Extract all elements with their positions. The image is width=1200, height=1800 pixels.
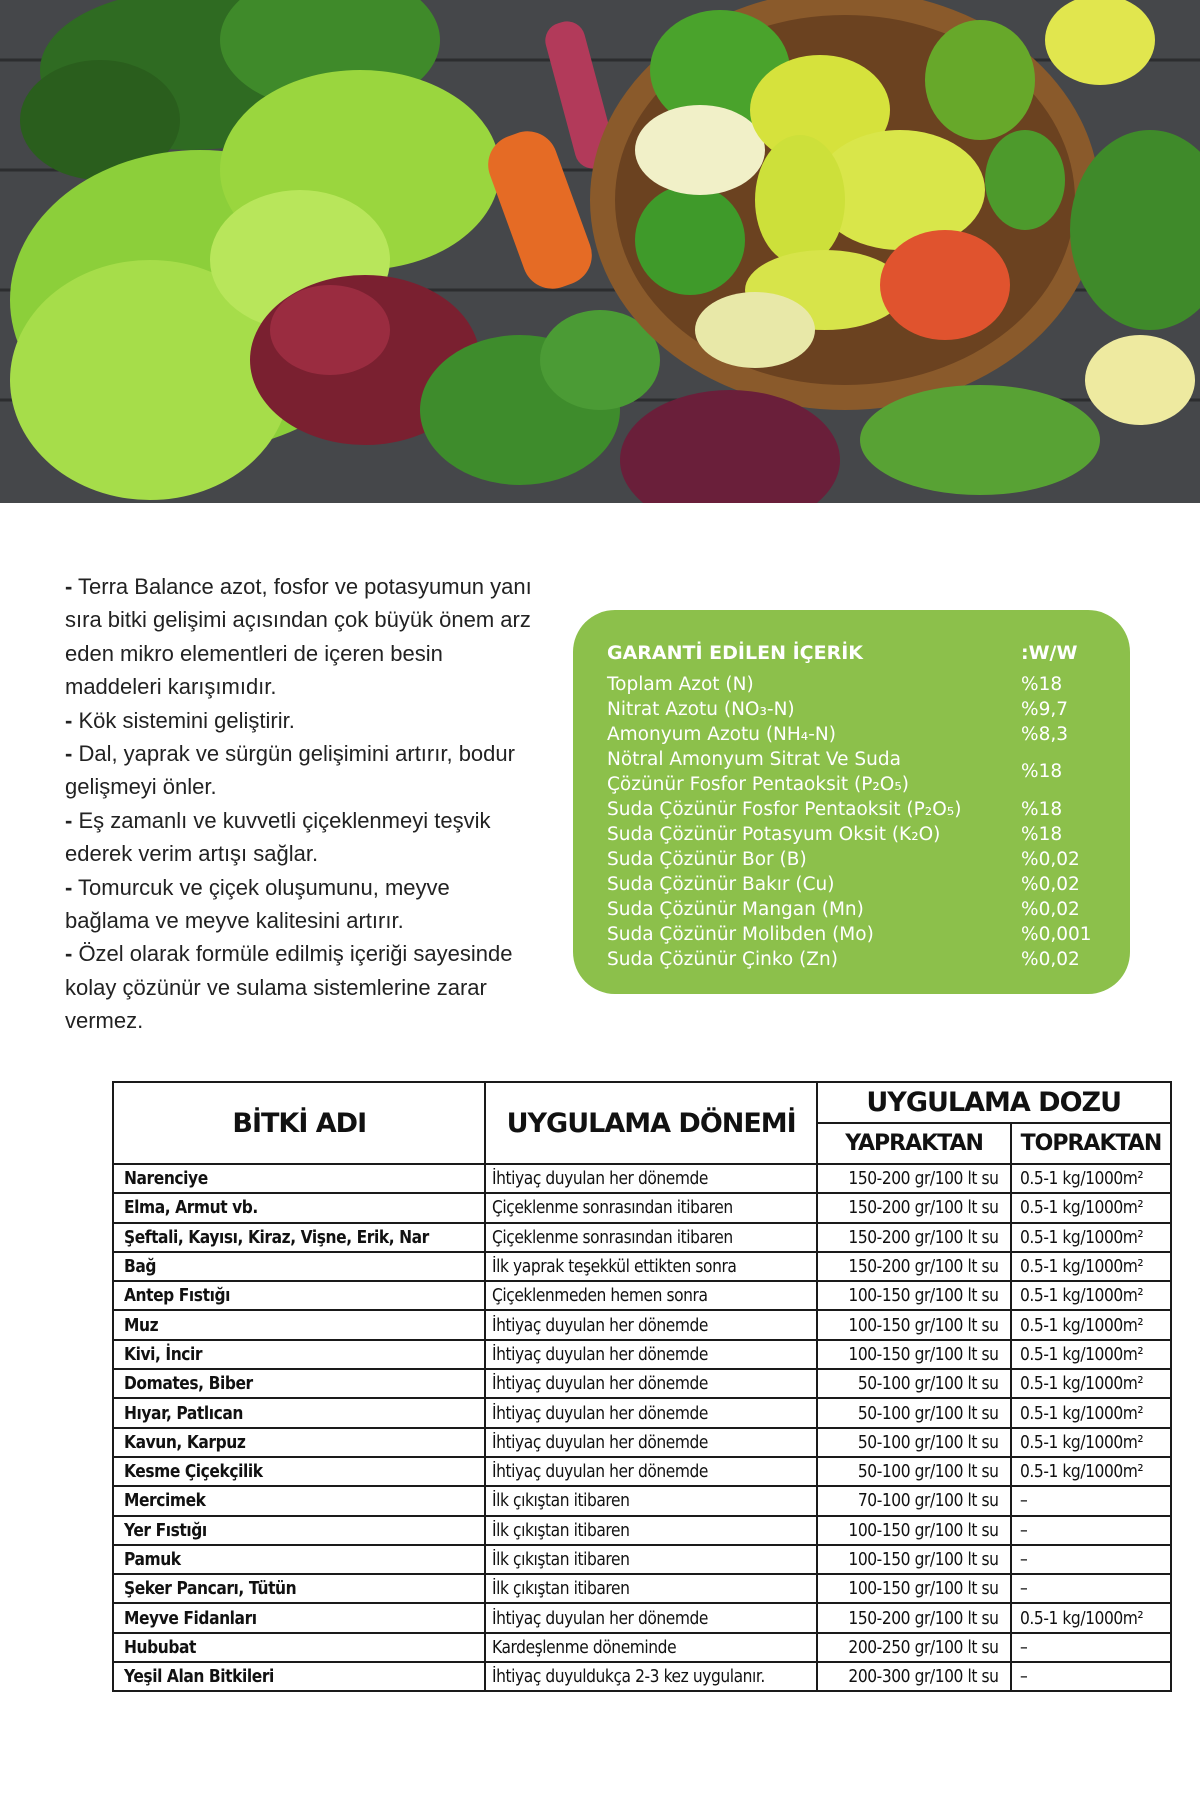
table-row [113, 1369, 1171, 1398]
plant-cell: Narenciye [113, 1164, 485, 1193]
plant-cell: Yer Fıstığı [113, 1516, 485, 1545]
soil-dose-cell: 0.5-1 kg/1000m² [1011, 1457, 1170, 1486]
content-row: Nitrat Azotu (NO₃-N) %9,7 [607, 699, 1068, 720]
plant-cell: Antep Fıstığı [113, 1281, 485, 1310]
foliar-dose-cell: 50-100 gr/100 lt su [817, 1457, 1011, 1486]
plant-cell: Şeker Pancarı, Tütün [113, 1574, 485, 1603]
soil-dose-cell: 0.5-1 kg/1000m² [1011, 1603, 1170, 1632]
content-row: Nötral Amonyum Sitrat Ve Suda Çözünür Fosfor Pentaoksit (P₂O₅) %18 [607, 749, 1063, 795]
period-cell: İlk çıkıştan itibaren [485, 1486, 816, 1515]
content-row: Toplam Azot (N) %18 [607, 674, 1063, 695]
period-cell: İhtiyaç duyulan her dönemde [485, 1603, 816, 1632]
soil-dose-cell: – [1011, 1574, 1170, 1603]
foliar-dose-cell: 150-200 gr/100 lt su [817, 1164, 1011, 1193]
dosage-table-body [113, 1164, 1171, 1691]
table-row [113, 1428, 1171, 1457]
content-row: Suda Çözünür Çinko (Zn) %0,02 [607, 949, 1080, 970]
foliar-dose-cell: 70-100 gr/100 lt su [817, 1486, 1011, 1515]
foliar-dose-cell: 100-150 gr/100 lt su [817, 1310, 1011, 1339]
foliar-dose-cell: 150-200 gr/100 lt su [817, 1252, 1011, 1281]
plant-cell: Yeşil Alan Bitkileri [113, 1662, 485, 1691]
foliar-dose-cell: 200-300 gr/100 lt su [817, 1662, 1011, 1691]
soil-dose-cell: 0.5-1 kg/1000m² [1011, 1398, 1170, 1427]
table-row [113, 1662, 1171, 1691]
plant-cell: Mercimek [113, 1486, 485, 1515]
content-row: Suda Çözünür Bakır (Cu) %0,02 [607, 874, 1080, 895]
table-row [113, 1252, 1171, 1281]
soil-dose-cell: 0.5-1 kg/1000m² [1011, 1310, 1170, 1339]
table-row [113, 1340, 1171, 1369]
foliar-dose-cell: 150-200 gr/100 lt su [817, 1193, 1011, 1222]
plant-cell: Hububat [113, 1633, 485, 1662]
soil-dose-cell: 0.5-1 kg/1000m² [1011, 1252, 1170, 1281]
plant-cell: Kesme Çiçekçilik [113, 1457, 485, 1486]
soil-dose-cell: 0.5-1 kg/1000m² [1011, 1223, 1170, 1252]
period-cell: Çiçeklenme sonrasından itibaren [485, 1193, 816, 1222]
content-header [607, 642, 1097, 664]
header-plant-name: BİTKİ ADI [113, 1082, 485, 1164]
hero-vegetables-photo [0, 0, 1200, 503]
period-cell: İlk yaprak teşekkül ettikten sonra [485, 1252, 816, 1281]
soil-dose-cell: 0.5-1 kg/1000m² [1011, 1281, 1170, 1310]
content-unit: :W/W [1021, 642, 1078, 664]
soil-dose-cell: – [1011, 1486, 1170, 1515]
period-cell: Kardeşlenme döneminde [485, 1633, 816, 1662]
foliar-dose-cell: 100-150 gr/100 lt su [817, 1281, 1011, 1310]
header-application-dose: UYGULAMA DOZU [817, 1082, 1171, 1123]
content-row: Suda Çözünür Molibden (Mo) %0,001 [607, 924, 1092, 945]
table-row [113, 1633, 1171, 1662]
soil-dose-cell: – [1011, 1545, 1170, 1574]
period-cell: İlk çıkıştan itibaren [485, 1516, 816, 1545]
soil-dose-cell: 0.5-1 kg/1000m² [1011, 1340, 1170, 1369]
foliar-dose-cell: 100-150 gr/100 lt su [817, 1340, 1011, 1369]
soil-dose-cell: – [1011, 1633, 1170, 1662]
soil-dose-cell: 0.5-1 kg/1000m² [1011, 1193, 1170, 1222]
content-row: Amonyum Azotu (NH₄-N) %8,3 [607, 724, 1068, 745]
table-row [113, 1486, 1171, 1515]
content-row: Suda Çözünür Bor (B) %0,02 [607, 849, 1080, 870]
table-row [113, 1164, 1171, 1193]
foliar-dose-cell: 150-200 gr/100 lt su [817, 1223, 1011, 1252]
plant-cell: Domates, Biber [113, 1369, 485, 1398]
soil-dose-cell: 0.5-1 kg/1000m² [1011, 1428, 1170, 1457]
plant-cell: Hıyar, Patlıcan [113, 1398, 485, 1427]
table-row [113, 1574, 1171, 1603]
header-foliar: YAPRAKTAN [817, 1123, 1011, 1164]
table-row [113, 1516, 1171, 1545]
foliar-dose-cell: 100-150 gr/100 lt su [817, 1516, 1011, 1545]
period-cell: Çiçeklenme sonrasından itibaren [485, 1223, 816, 1252]
guaranteed-content-box [573, 610, 1130, 994]
period-cell: İlk çıkıştan itibaren [485, 1545, 816, 1574]
period-cell: İlk çıkıştan itibaren [485, 1574, 816, 1603]
period-cell: İhtiyaç duyulan her dönemde [485, 1398, 816, 1427]
plant-cell: Şeftali, Kayısı, Kiraz, Vişne, Erik, Nar [113, 1223, 485, 1252]
table-row [113, 1193, 1171, 1222]
table-row [113, 1310, 1171, 1339]
foliar-dose-cell: 200-250 gr/100 lt su [817, 1633, 1011, 1662]
benefit-item: - Tomurcuk ve çiçek oluşumunu, meyve bağlama ve meyve kalitesini artırır. [65, 874, 450, 934]
content-row: Suda Çözünür Mangan (Mn) %0,02 [607, 899, 1080, 920]
period-cell: İhtiyaç duyulan her dönemde [485, 1340, 816, 1369]
period-cell: İhtiyaç duyulan her dönemde [485, 1369, 816, 1398]
table-row [113, 1398, 1171, 1427]
period-cell: İhtiyaç duyuldukça 2-3 kez uygulanır. [485, 1662, 816, 1691]
content-rows [607, 672, 1107, 972]
plant-cell: Bağ [113, 1252, 485, 1281]
table-row [113, 1457, 1171, 1486]
foliar-dose-cell: 50-100 gr/100 lt su [817, 1398, 1011, 1427]
benefit-item: - Özel olarak formüle edilmiş içeriği sayesinde kolay çözünür ve sulama sistemlerine zarar vermez. [65, 941, 513, 1034]
vegetables-illustration [0, 0, 1200, 503]
period-cell: İhtiyaç duyulan her dönemde [485, 1164, 816, 1193]
content-row: Suda Çözünür Fosfor Pentaoksit (P₂O₅) %18 [607, 799, 1063, 820]
foliar-dose-cell: 50-100 gr/100 lt su [817, 1428, 1011, 1457]
soil-dose-cell: 0.5-1 kg/1000m² [1011, 1164, 1170, 1193]
soil-dose-cell: 0.5-1 kg/1000m² [1011, 1369, 1170, 1398]
foliar-dose-cell: 50-100 gr/100 lt su [817, 1369, 1011, 1398]
dosage-table [112, 1081, 1172, 1692]
period-cell: İhtiyaç duyulan her dönemde [485, 1310, 816, 1339]
plant-cell: Meyve Fidanları [113, 1603, 485, 1632]
period-cell: İhtiyaç duyulan her dönemde [485, 1428, 816, 1457]
period-cell: Çiçeklenmeden hemen sonra [485, 1281, 816, 1310]
header-soil: TOPRAKTAN [1011, 1123, 1170, 1164]
plant-cell: Elma, Armut vb. [113, 1193, 485, 1222]
header-application-period: UYGULAMA DÖNEMİ [485, 1082, 816, 1164]
benefits-list [65, 570, 535, 1038]
plant-cell: Kavun, Karpuz [113, 1428, 485, 1457]
soil-dose-cell: – [1011, 1516, 1170, 1545]
plant-cell: Kivi, İncir [113, 1340, 485, 1369]
foliar-dose-cell: 100-150 gr/100 lt su [817, 1574, 1011, 1603]
content-title: GARANTİ EDİLEN İÇERİK [607, 642, 864, 664]
benefit-item: - Kök sistemini geliştirir. [65, 707, 295, 733]
benefit-item: - Eş zamanlı ve kuvvetli çiçeklenmeyi teşvik ederek verim artışı sağlar. [65, 807, 491, 867]
benefit-item: - Terra Balance azot, fosfor ve potasyumun yanı sıra bitki gelişimi açısından çok büyük önem arz eden mikro elementleri de içeren besin maddeleri karışımıdır. [65, 574, 532, 700]
content-row: Suda Çözünür Potasyum Oksit (K₂O) %18 [607, 824, 1063, 845]
table-row [113, 1223, 1171, 1252]
plant-cell: Pamuk [113, 1545, 485, 1574]
table-row [113, 1281, 1171, 1310]
foliar-dose-cell: 100-150 gr/100 lt su [817, 1545, 1011, 1574]
soil-dose-cell: – [1011, 1662, 1170, 1691]
period-cell: İhtiyaç duyulan her dönemde [485, 1457, 816, 1486]
benefit-item: - Dal, yaprak ve sürgün gelişimini artırır, bodur gelişmeyi önler. [65, 741, 515, 800]
table-row [113, 1545, 1171, 1574]
foliar-dose-cell: 150-200 gr/100 lt su [817, 1603, 1011, 1632]
plant-cell: Muz [113, 1310, 485, 1339]
table-row [113, 1603, 1171, 1632]
